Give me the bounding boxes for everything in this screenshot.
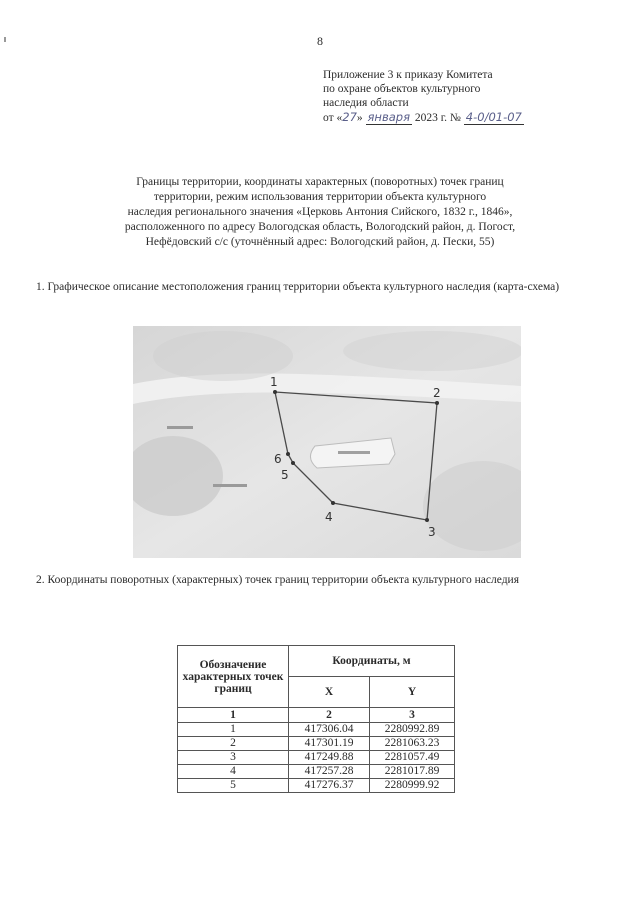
date-year: 2023 г. № [412,112,461,124]
header-point-designation: Обозначение характерных точек границ [178,646,289,708]
margin-mark [4,37,6,42]
header-x: X [289,677,370,708]
map-scheme [133,326,521,558]
table-row [178,765,455,779]
cell-x: 417257.28 [289,765,370,779]
vertex-4 [331,501,335,505]
point-label-4: 4 [325,510,333,524]
point-label-1: 1 [270,375,278,389]
cell-point: 3 [178,751,289,765]
cell-y: 2280992.89 [370,723,455,737]
cell-point: 1 [178,723,289,737]
coordinates-table-wrapper [177,645,455,793]
handwritten-day: 27 [342,110,357,124]
date-prefix: от « [323,112,343,124]
vertex-6 [286,452,290,456]
cell-point: 2 [178,737,289,751]
table-row [178,751,455,765]
vertex-5 [291,461,295,465]
column-number-row [178,708,455,723]
appendix-line-2: по охране объектов культурного [323,83,481,95]
title-line-5: Нефёдовский с/с (уточнённый адрес: Вологодский район, д. Пески, 55) [145,236,495,248]
vegetation-patch [153,331,293,381]
vegetation-patch [343,331,521,371]
point-label-2: 2 [433,386,441,400]
cell-x: 417276.37 [289,779,370,793]
appendix-date-line [323,110,524,125]
building-marker [167,426,193,429]
column-number: 3 [370,708,455,723]
table-row [178,779,455,793]
title-line-2: территории, режим использования территории объекта культурного [153,191,487,203]
title-line-3: наследия регионального значения «Церковь Антония Сийского, 1832 г., 1846», [127,206,513,218]
cell-y: 2281063.23 [370,737,455,751]
vertex-2 [435,401,439,405]
appendix-line-3: наследия области [323,97,409,109]
column-number: 2 [289,708,370,723]
cell-y: 2281057.49 [370,751,455,765]
appendix-line-1: Приложение 3 к приказу Комитета [323,69,493,81]
handwritten-order-number: 4-0/01-07 [465,110,522,124]
appendix-header [323,68,524,125]
title-line-4: расположенного по адресу Вологодская область, Вологодский район, д. Погост, [124,221,516,233]
cell-y: 2280999.92 [370,779,455,793]
map-svg [133,326,521,558]
cell-x: 417306.04 [289,723,370,737]
cell-x: 417301.19 [289,737,370,751]
table-row [178,737,455,751]
section-2-heading: 2. Координаты поворотных (характерных) точек границ территории объекта культурного наследия [36,574,519,586]
coordinates-table [177,645,455,793]
building-marker [213,484,247,487]
date-mid: » [356,112,363,124]
document-title [40,175,600,250]
point-label-6: 6 [274,452,282,466]
header-y: Y [370,677,455,708]
column-number: 1 [178,708,289,723]
point-label-5: 5 [281,468,289,482]
cell-point: 4 [178,765,289,779]
section-1-heading: 1. Графическое описание местоположения границ территории объекта культурного наследия (карта-схема) [36,281,560,293]
title-line-1: Границы территории, координаты характерных (поворотных) точек границ [136,176,504,188]
cell-point: 5 [178,779,289,793]
header-coordinates: Координаты, м [289,646,455,677]
cell-y: 2281017.89 [370,765,455,779]
vertex-3 [425,518,429,522]
vertex-1 [273,390,277,394]
cell-x: 417249.88 [289,751,370,765]
church-label-mark [338,451,370,454]
point-label-3: 3 [428,525,436,539]
handwritten-month: января [367,110,410,124]
page-number: 8 [317,34,323,48]
table-row [178,723,455,737]
